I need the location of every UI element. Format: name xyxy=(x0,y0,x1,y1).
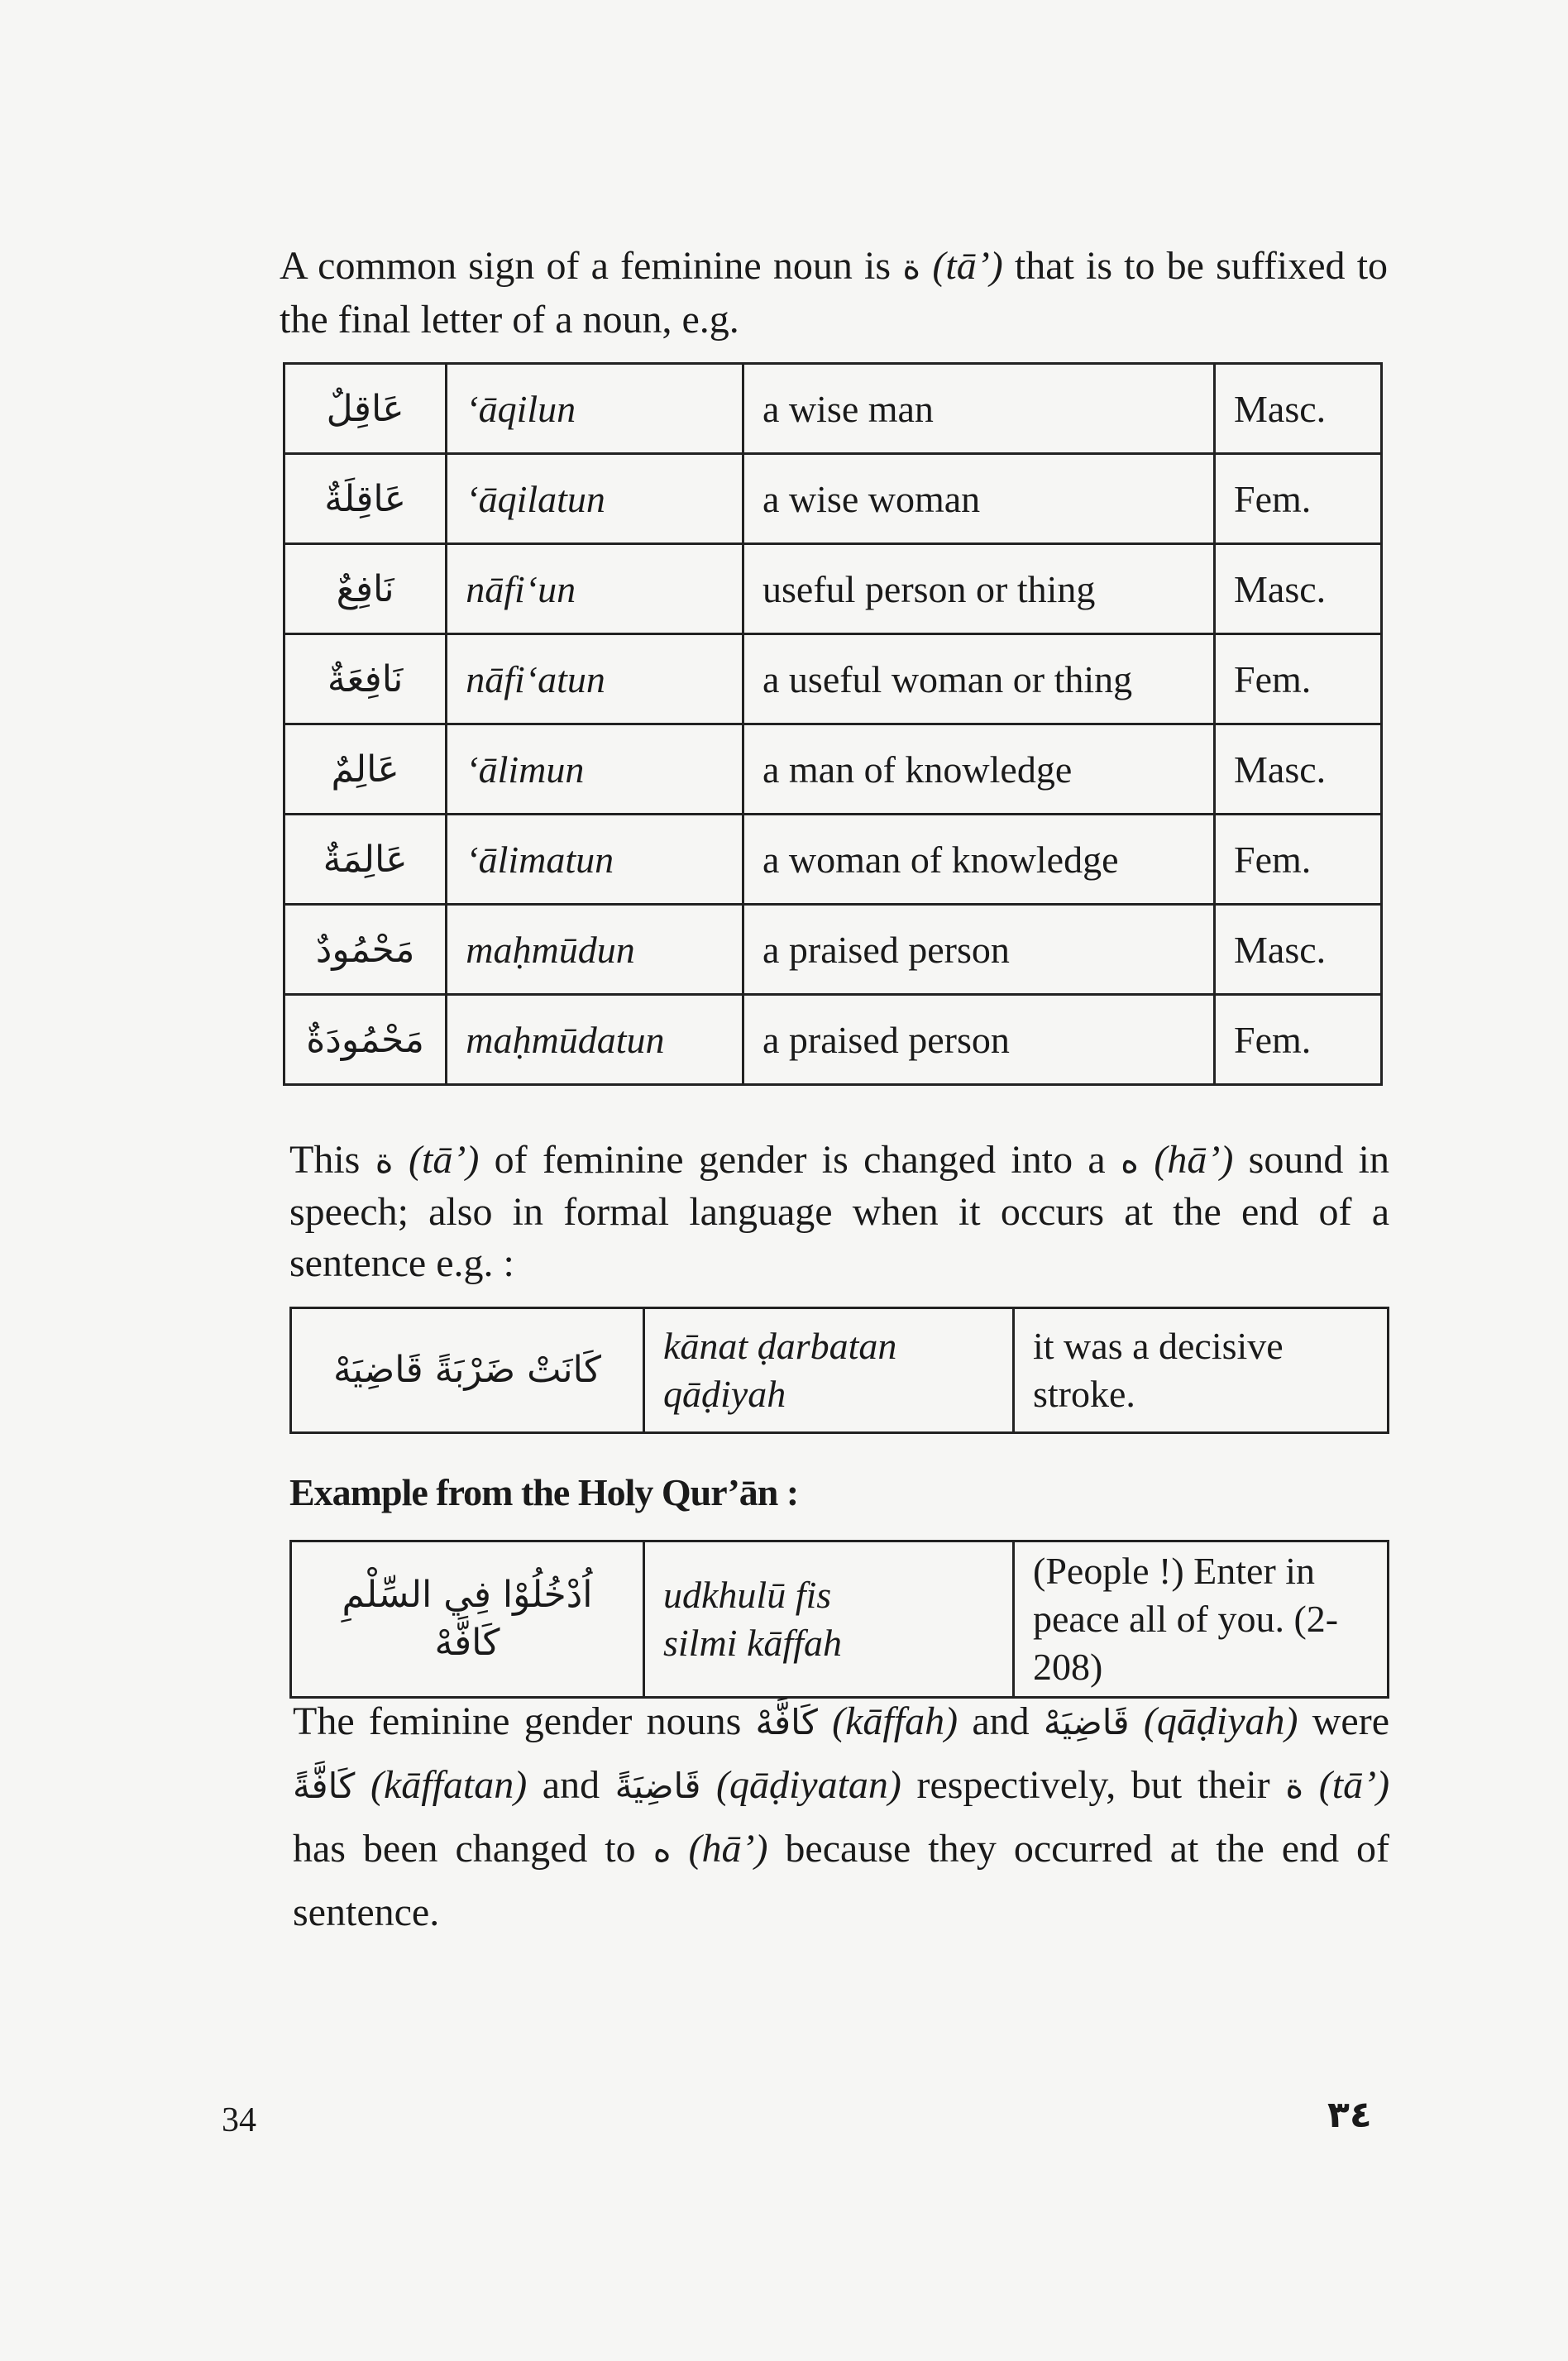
ta-marbuta-symbol: ة xyxy=(1285,1766,1304,1806)
arabic-word: عَالِمٌ xyxy=(284,724,447,815)
example-table-1 xyxy=(289,1307,1389,1434)
gender: Masc. xyxy=(1215,364,1382,454)
arabic-phrase: اُدْخُلُوْا فِي السِّلْمِ كَافَّهْ xyxy=(291,1541,644,1698)
table-row xyxy=(284,995,1382,1085)
transliteration: ‘ālimun xyxy=(447,724,743,815)
arabic-word: عَاقِلَةٌ xyxy=(284,454,447,544)
meaning: a man of knowledge xyxy=(743,724,1215,815)
page-number: 34 xyxy=(222,2101,256,2139)
intro-text-end: that is to be suffixed to the final letter of a noun, e.g. xyxy=(280,244,1389,342)
meaning-line: it was a decisive xyxy=(1033,1325,1284,1367)
gender: Fem. xyxy=(1215,634,1382,724)
arabic-word: قَاضِيَةً xyxy=(614,1766,701,1806)
meaning: a praised person xyxy=(743,905,1215,995)
arabic-word: مَحْمُودَةٌ xyxy=(284,995,447,1085)
transliteration: (kāffatan) xyxy=(370,1763,528,1807)
gender: Masc. xyxy=(1215,905,1382,995)
meaning-line: peace all of you. (2-208) xyxy=(1033,1598,1339,1688)
transliteration: maḥmūdatun xyxy=(447,995,743,1085)
transliteration: ‘āqilatun xyxy=(447,454,743,544)
arabic-word: كَافَّهْ xyxy=(755,1702,818,1742)
gender: Fem. xyxy=(1215,454,1382,544)
transliteration-line: qāḍiyah xyxy=(663,1373,786,1415)
ta-label: (tā’) xyxy=(409,1138,480,1182)
table-row xyxy=(284,634,1382,724)
table-row xyxy=(284,544,1382,634)
arabic-word: كَافَّةً xyxy=(293,1766,356,1806)
ta-label: (tā’) xyxy=(932,244,1003,288)
middle-text: This xyxy=(289,1138,361,1182)
transliteration: (qāḍiyah) xyxy=(1143,1699,1298,1743)
middle-text-end: sound in speech; also in formal language when it occurs at the end of a sentence e.g. : xyxy=(289,1138,1389,1285)
meaning: a praised person xyxy=(743,995,1215,1085)
closing-paragraph xyxy=(293,1690,1389,1944)
quran-example-heading: Example from the Holy Qur’ān : xyxy=(289,1471,799,1513)
intro-text: A common sign of a feminine noun is xyxy=(280,244,892,288)
closing-text: and xyxy=(972,1699,1030,1743)
ta-marbuta-symbol: ة xyxy=(902,246,921,287)
ha-symbol: ه xyxy=(653,1829,672,1870)
arabic-word: عَاقِلٌ xyxy=(284,364,447,454)
closing-text: respectively, but their xyxy=(916,1763,1270,1807)
arabic-word: مَحْمُودٌ xyxy=(284,905,447,995)
middle-text: of feminine gender is changed into a xyxy=(494,1138,1106,1182)
transliteration-line: udkhulū fis xyxy=(663,1574,832,1616)
table-row xyxy=(284,724,1382,815)
meaning xyxy=(1014,1541,1389,1698)
arabic-word: عَالِمَةٌ xyxy=(284,815,447,905)
transliteration: ‘āqilun xyxy=(447,364,743,454)
transliteration-line: kānat ḍarbatan xyxy=(663,1325,897,1367)
arabic-word: نَافِعَةٌ xyxy=(284,634,447,724)
closing-text: The feminine gender nouns xyxy=(293,1699,742,1743)
meaning: a wise woman xyxy=(743,454,1215,544)
ha-symbol: ه xyxy=(1121,1140,1140,1181)
meaning: a wise man xyxy=(743,364,1215,454)
transliteration: (kāffah) xyxy=(832,1699,958,1743)
arabic-word: قَاضِيَهْ xyxy=(1043,1702,1130,1742)
meaning-line: (People !) Enter in xyxy=(1033,1550,1316,1592)
closing-text: has been changed to xyxy=(293,1827,636,1871)
meaning: useful person or thing xyxy=(743,544,1215,634)
table-row xyxy=(284,905,1382,995)
transliteration xyxy=(644,1541,1014,1698)
table-row xyxy=(291,1541,1389,1698)
arabic-word: نَافِعٌ xyxy=(284,544,447,634)
transliteration: maḥmūdun xyxy=(447,905,743,995)
closing-text: were xyxy=(1312,1699,1390,1743)
transliteration xyxy=(644,1308,1014,1433)
page-number-arabic: ٣٤ xyxy=(1327,2094,1372,2136)
arabic-phrase: كَانَتْ ضَرْبَةً قَاضِيَهْ xyxy=(291,1308,644,1433)
closing-text: and xyxy=(542,1763,600,1807)
ta-marbuta-symbol: ة xyxy=(375,1140,394,1181)
ha-label: (hā’) xyxy=(688,1827,768,1871)
meaning-line: stroke. xyxy=(1033,1373,1135,1415)
gender: Masc. xyxy=(1215,724,1382,815)
closing-text-end: because they occurred at the end of sentence. xyxy=(293,1827,1390,1934)
middle-paragraph xyxy=(289,1135,1389,1289)
transliteration-line: silmi kāffah xyxy=(663,1622,842,1664)
ta-label: (tā’) xyxy=(1318,1763,1390,1807)
transliteration: nāfi‘atun xyxy=(447,634,743,724)
ha-label: (hā’) xyxy=(1154,1138,1234,1182)
example-table-2 xyxy=(289,1540,1389,1699)
table-row xyxy=(284,364,1382,454)
gender: Masc. xyxy=(1215,544,1382,634)
table-row xyxy=(291,1308,1389,1433)
gender-table xyxy=(283,362,1383,1086)
table-row xyxy=(284,815,1382,905)
transliteration: ‘ālimatun xyxy=(447,815,743,905)
gender: Fem. xyxy=(1215,815,1382,905)
meaning xyxy=(1014,1308,1389,1433)
transliteration: nāfi‘un xyxy=(447,544,743,634)
meaning: a woman of knowledge xyxy=(743,815,1215,905)
intro-paragraph xyxy=(280,240,1388,347)
table-row xyxy=(284,454,1382,544)
meaning: a useful woman or thing xyxy=(743,634,1215,724)
gender: Fem. xyxy=(1215,995,1382,1085)
transliteration: (qāḍiyatan) xyxy=(715,1763,901,1807)
